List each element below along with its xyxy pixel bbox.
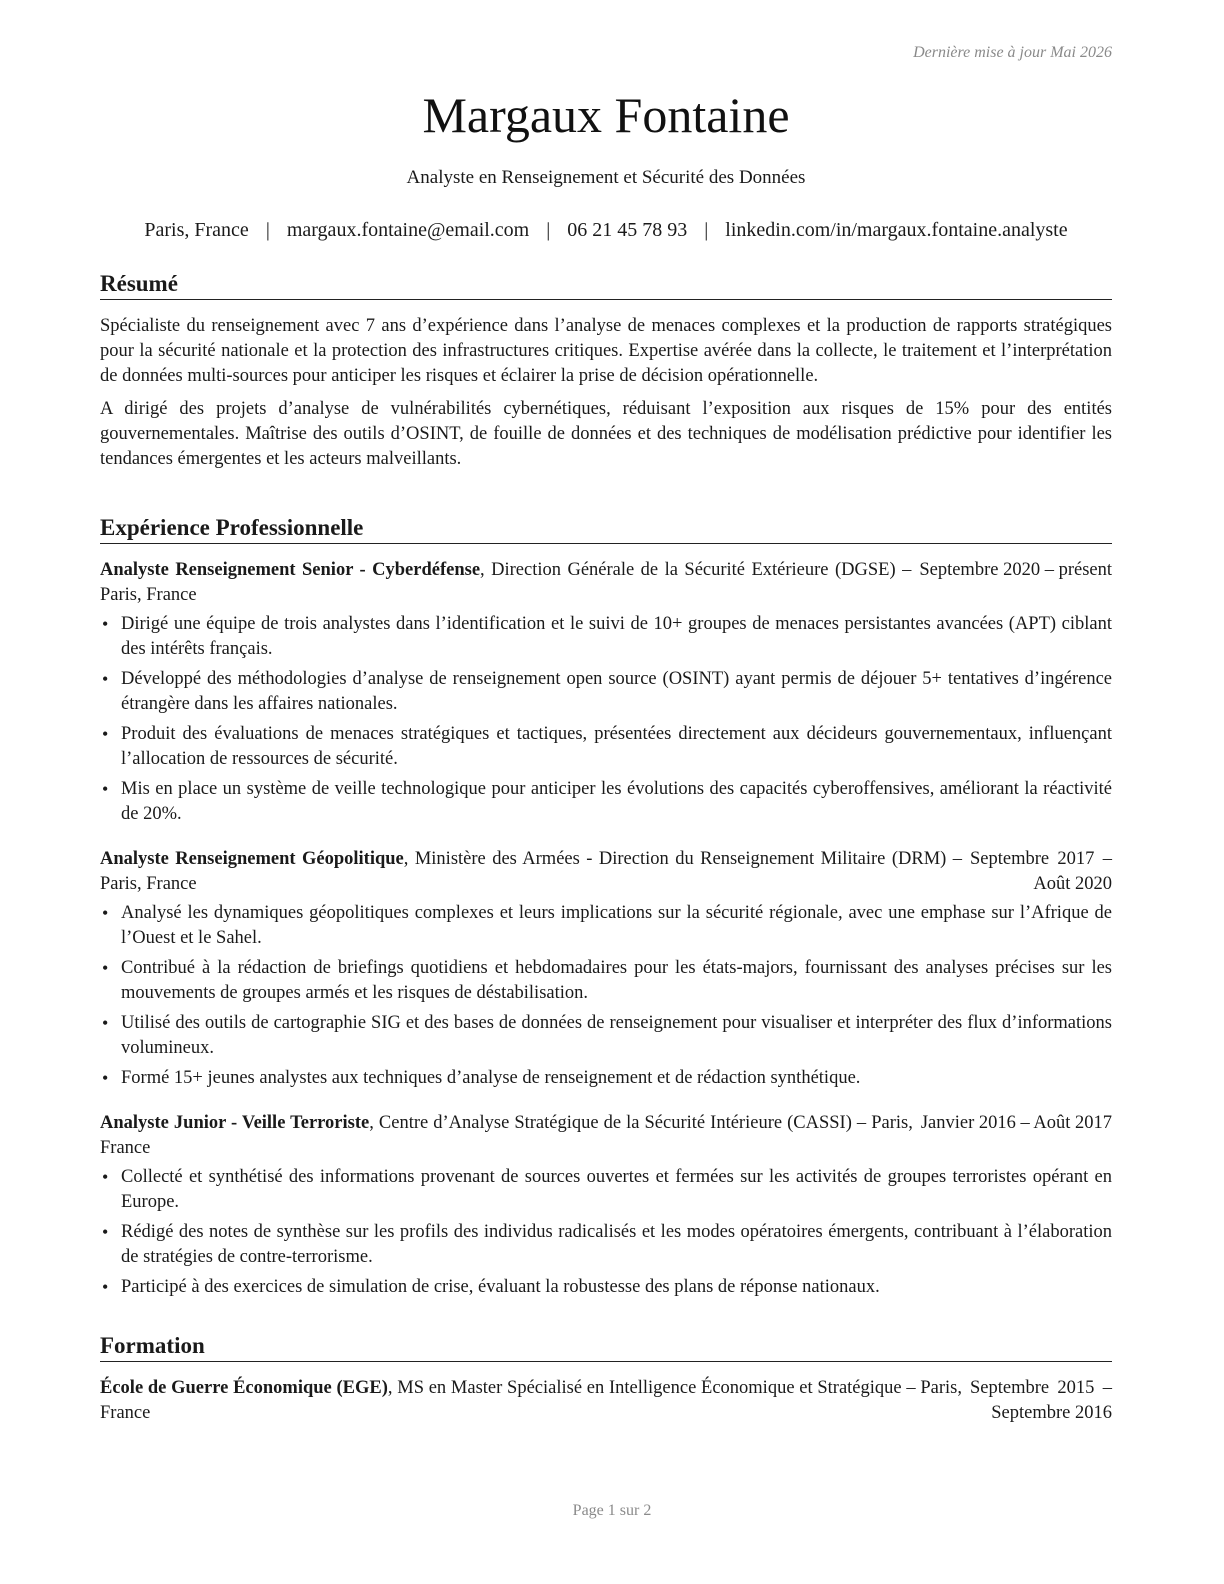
bullet-text: Dirigé une équipe de trois analystes dans l’identification et le suivi de 10+ groupes de menaces persistantes avancées (APT) ciblant des intérêts français.	[121, 614, 1112, 659]
bullet-text: Utilisé des outils de cartographie SIG et des bases de données de renseignement pour visualiser et interpréter des flux d’informations volumineux.	[121, 1013, 1112, 1058]
list-item	[100, 667, 1112, 717]
list-item	[100, 612, 1112, 662]
education-dates: Septembre 2015 – Septembre 2016	[970, 1378, 1112, 1423]
bullet-icon: •	[102, 724, 109, 744]
candidate-title: Analyste en Renseignement et Sécurité des Données	[406, 167, 806, 188]
job-header	[100, 1111, 1112, 1161]
contact-separator: |	[546, 219, 551, 241]
bullet-text: Développé des méthodologies d’analyse de renseignement open source (OSINT) ayant permis de déjouer 5+ tentatives d’ingérence étrangère dans les affaires nationales.	[121, 669, 1112, 714]
job-organization: , Centre d’Analyse Stratégique de la Sécurité Intérieure (CASSI) – Paris, France	[100, 1113, 913, 1158]
section-heading-education: Formation	[100, 1332, 1112, 1362]
summary-section	[100, 270, 1112, 472]
job-dates: Septembre 2017 – Août 2020	[970, 849, 1112, 894]
job-title: Analyste Renseignement Géopolitique	[100, 849, 404, 869]
job-title-org	[100, 558, 911, 608]
bullet-icon: •	[102, 614, 109, 634]
list-item	[100, 1275, 1112, 1300]
bullet-text: Produit des évaluations de menaces stratégiques et tactiques, présentées directement aux décideurs gouvernementaux, influençant l’allocation de ressources de sécurité.	[121, 724, 1112, 769]
bullet-text: Contribué à la rédaction de briefings quotidiens et hebdomadaires pour les états-majors, fournissant des analyses précises sur les mouvements de groupes armés et les risques de déstabilisation.	[121, 958, 1112, 1003]
job-entry	[100, 1111, 1112, 1300]
bullet-icon: •	[102, 669, 109, 689]
bullet-text: Collecté et synthétisé des informations provenant de sources ouvertes et fermées sur les activités de groupes terroristes opérant en Europe.	[121, 1167, 1112, 1212]
job-title-org	[100, 1111, 913, 1161]
list-item	[100, 901, 1112, 951]
bullet-icon: •	[102, 903, 109, 923]
contact-linkedin[interactable]: linkedin.com/in/margaux.fontaine.analyste	[725, 219, 1068, 241]
bullet-icon: •	[102, 1167, 109, 1187]
summary-paragraph: Spécialiste du renseignement avec 7 ans d’expérience dans l’analyse de menaces complexes et la production de rapports stratégiques pour la sécurité nationale et la protection des infrastructures critiques. Expertise avérée dans la collecte, le traitement et l’interprétation de données multi-sources pour anticiper les risques et éclairer la prise de décision opérationnelle.	[100, 316, 1112, 386]
page-number: Page 1 sur 2	[572, 1502, 652, 1519]
candidate-name: Margaux Fontaine	[422, 87, 790, 143]
education-degree: , MS en Master Spécialisé en Intelligence Économique et Stratégique – Paris, France	[100, 1378, 962, 1423]
job-dates: Janvier 2016 – Août 2017	[920, 1113, 1112, 1133]
bullet-icon: •	[102, 779, 109, 799]
contact-separator: |	[704, 219, 709, 241]
job-bullets	[100, 901, 1112, 1091]
bullet-text: Rédigé des notes de synthèse sur les profils des individus radicalisés et les modes opératoires émergents, contribuant à l’élaboration de stratégies de contre-terrorisme.	[121, 1222, 1112, 1267]
summary-paragraph: A dirigé des projets d’analyse de vulnérabilités cybernétiques, réduisant l’exposition aux risques de 15% pour des entités gouvernementales. Maîtrise des outils d’OSINT, de fouille de données et des techniques de modélisation prédictive pour identifier les tendances émergentes et les acteurs malveillants.	[100, 399, 1112, 469]
bullet-icon: •	[102, 1222, 109, 1242]
education-entry	[100, 1376, 1112, 1426]
bullet-text: Analysé les dynamiques géopolitiques complexes et leurs implications sur la sécurité régionale, avec une emphase sur l’Afrique de l’Ouest et le Sahel.	[121, 903, 1112, 948]
job-title-org	[100, 847, 962, 897]
job-header	[100, 847, 1112, 897]
job-bullets	[100, 1165, 1112, 1300]
contact-phone: 06 21 45 78 93	[567, 219, 688, 241]
list-item	[100, 956, 1112, 1006]
list-item	[100, 777, 1112, 827]
job-entry	[100, 847, 1112, 1091]
section-heading-experience: Expérience Professionnelle	[100, 514, 1112, 544]
job-bullets	[100, 612, 1112, 827]
education-school: École de Guerre Économique (EGE)	[100, 1378, 388, 1398]
bullet-icon: •	[102, 1277, 109, 1297]
last-updated: Dernière mise à jour Mai 2026	[913, 44, 1112, 61]
bullet-icon: •	[102, 1068, 109, 1088]
job-organization: , Direction Générale de la Sécurité Extérieure (DGSE) – Paris, France	[100, 560, 912, 605]
experience-section	[100, 514, 1112, 1305]
job-dates: Septembre 2020 – présent	[919, 560, 1112, 580]
education-header	[100, 1376, 1112, 1426]
contact-location: Paris, France	[144, 219, 249, 241]
list-item	[100, 1220, 1112, 1270]
education-school-degree	[100, 1376, 962, 1426]
bullet-icon: •	[102, 1013, 109, 1033]
list-item	[100, 722, 1112, 772]
bullet-icon: •	[102, 958, 109, 978]
job-header	[100, 558, 1112, 608]
bullet-text: Mis en place un système de veille technologique pour anticiper les évolutions des capacités cyberoffensives, améliorant la réactivité de 20%.	[121, 779, 1112, 824]
bullet-text: Participé à des exercices de simulation de crise, évaluant la robustesse des plans de réponse nationaux.	[121, 1277, 880, 1297]
list-item	[100, 1011, 1112, 1061]
job-organization: , Ministère des Armées - Direction du Renseignement Militaire (DRM) – Paris, France	[100, 849, 962, 894]
list-item	[100, 1165, 1112, 1215]
bullet-text: Formé 15+ jeunes analystes aux techniques d’analyse de renseignement et de rédaction synthétique.	[121, 1068, 861, 1088]
job-entry	[100, 558, 1112, 827]
list-item	[100, 1066, 1112, 1091]
contact-email[interactable]: margaux.fontaine@email.com	[286, 219, 530, 241]
contact-separator: |	[265, 219, 270, 241]
job-title: Analyste Renseignement Senior - Cyberdéfense	[100, 560, 481, 580]
education-section	[100, 1332, 1112, 1426]
contact-line	[100, 219, 1112, 242]
job-title: Analyste Junior - Veille Terroriste	[100, 1113, 370, 1133]
section-heading-summary: Résumé	[100, 270, 1112, 300]
